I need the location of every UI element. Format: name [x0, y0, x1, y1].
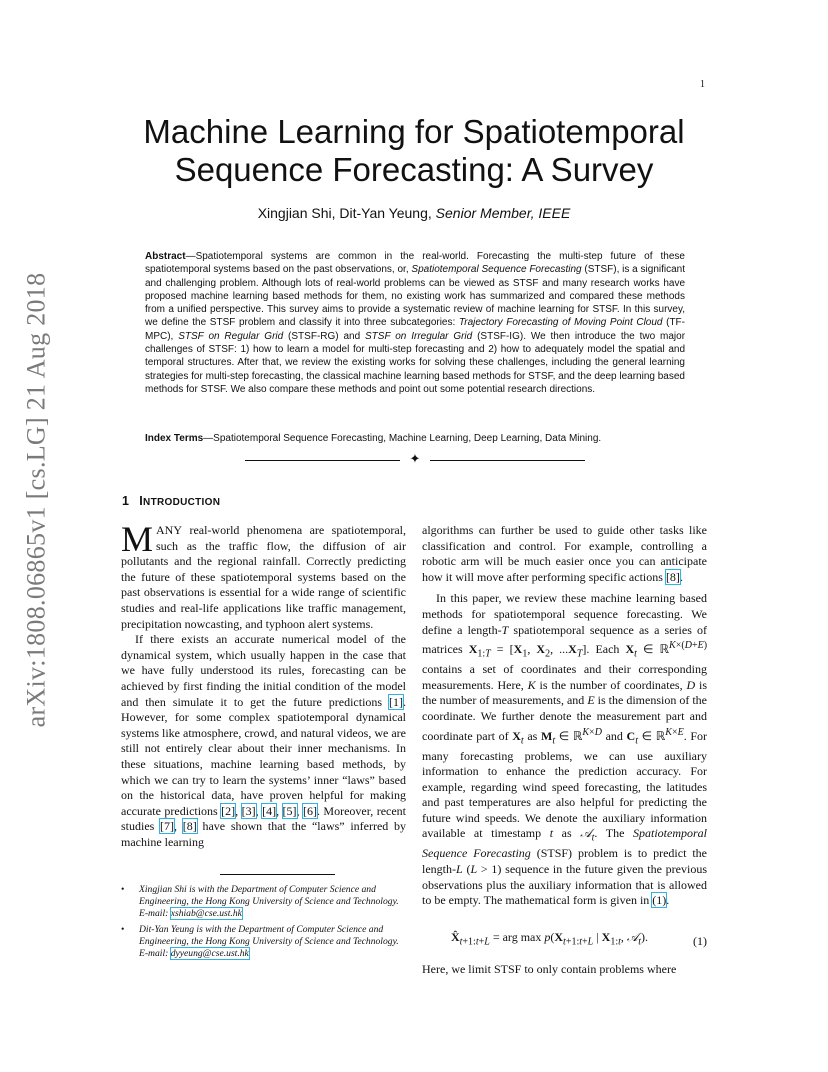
paragraph-text: . Each [586, 642, 626, 657]
paper-title: Machine Learning for Spatiotemporal Sequence Forecasting: A Survey [143, 113, 685, 188]
bullet-icon: • [121, 884, 125, 895]
math-At: 𝒜$_t$ [580, 826, 595, 844]
section-number: 1 [122, 494, 130, 508]
citation-link[interactable]: [6] [302, 803, 317, 818]
column-left [121, 519, 407, 850]
paragraph-text: is the number of coordinates, [535, 677, 687, 692]
math-t: t [549, 826, 554, 841]
math-D: D [686, 677, 696, 692]
paragraph-text: . The [594, 826, 633, 841]
arxiv-stamp-text: arXiv:1808.06865v1 [cs.LG] 21 Aug 2018 [21, 272, 51, 728]
abstract-text: (STSF-IG). We then introduce the two major challenges of STSF: 1) how to learn a model for multi-step forecasting and 2) how to adequately model the spatial and temporal structures. After that, we review the existing works for solving these challenges, including the general learning strategies for multi-step forecasting, the classical machine learning based methods for STSF, and the deep learning based methods for STSF. We also compare these methods and point out some potential research directions. [145, 330, 686, 395]
paragraph-text: If there exists an accurate numerical model of the dynamical system, which usually happen in the case that we have fully understood its rules, forecasting can be achieved by first finding the initial condition of the model and then simulate it to get the future predictions [121, 632, 406, 709]
paragraph-text: In this paper, we review these machine learning based methods for spatiotemporal sequence forecasting. We define a length- [422, 591, 707, 637]
section-title-rest: NTRODUCTION [143, 497, 221, 508]
math-Ct: $C_t$ ∈ ℝ$^{K\times E}$ [626, 726, 684, 746]
paragraph: Here, we limit STSF to only contain problems where [422, 962, 677, 976]
citation-link[interactable]: [8] [665, 569, 680, 584]
paragraph-text: have shown that the “laws” inferred by machine learning [121, 819, 407, 849]
citation-link[interactable]: [4] [262, 803, 277, 818]
abstract-emphasis: STSF on Irregular Grid [365, 330, 473, 342]
abstract-text: (STSF-RG) and [283, 330, 366, 342]
citation-link[interactable]: [3] [241, 803, 256, 818]
footnote-text: Xingjian Shi is with the Department of Computer Science and Engineering, the Hong Kong University of Science and Technology. E-mail: [139, 884, 399, 920]
index-terms-label: Index Terms [145, 433, 204, 444]
footnote-text: Dit-Yan Yeung is with the Department of Computer Science and Engineering, the Hong Kong University of Science and Technology. E-mail: [139, 923, 399, 960]
paragraph-text: algorithms can further be used to guide other tasks like classification and control. For example, controlling a robotic arm will be much easier once you can anticipate how it will move after performing specific actions [422, 523, 707, 584]
bullet-icon: • [121, 923, 125, 935]
paragraph-text: is the number of measurements, and [422, 677, 707, 708]
paragraph-text: (STSF) problem is to predict the length- [422, 846, 707, 877]
paragraph-text: as [523, 728, 541, 743]
paragraph-text: . However, for some complex spatiotemporal dynamical systems like atmosphere, crowd, and natural videos, we are still not entirely clear about their inner mechanisms. In these situations, machine learning based methods, by which we can try to learn the systems’ inner “laws” based on the historical data, have proven helpful for making accurate predictions [121, 694, 406, 818]
index-terms [145, 432, 685, 445]
drop-cap: M [121, 519, 154, 559]
arxiv-stamp [16, 272, 56, 728]
abstract-emphasis: STSF on Regular Grid [178, 330, 284, 342]
abstract-label: Abstract [145, 251, 186, 262]
author-line [100, 205, 728, 221]
abstract-text: (TF-MPC), [145, 317, 685, 342]
paragraph [422, 523, 707, 585]
paragraph-text: real-world phenomena are spatiotemporal, such as the traffic flow, the diffusion of air pollutants and the regional rainfall. Correctly predicting the future of these spatiotemporal systems based on the past observations is essential for a wide range of scientific studies and real-life applications like traffic management, precipitation nowcasting, and typhoon alert systems. [121, 523, 406, 631]
citation-link[interactable]: [2] [221, 803, 236, 818]
paragraph [121, 519, 406, 632]
citation-link[interactable]: [7] [160, 819, 175, 834]
section-title-initial: I [139, 494, 144, 508]
paragraph-text: sequence in the future given the previous observations plus the auxiliary information that is allowed to be empty. The mathematical form is given in [422, 862, 707, 908]
separator-line-left [245, 460, 400, 461]
paragraph: If there exists an accurate numerical model of the dynamical system, which usually happen in the case that we have fully understood its rules, forecasting can be achieved by first finding the initial condition of the model and then simulate it to get the future predictions [1]. However, for some complex spatiotemporal dynamical systems like atmosphere, crowd, and natural videos, we are still not entirely clear about their inner mechanisms. In these situations, machine learning based methods, by which we can try to learn the systems’ inner “laws” based on the historical data, have proven helpful for making accurate predictions [2], [3], [4], [5], [6]. Moreover, recent studies [7], [8] have shown that the “laws” inferred by machine learning [121, 632, 407, 849]
email-link[interactable]: dyyeung@cse.ust.hk [170, 948, 249, 960]
paragraph-text: as [553, 826, 581, 841]
abstract-emphasis: Spatiotemporal Sequence Forecasting [411, 264, 582, 276]
paragraph-text: is the dimension of the coordinate. We further denote the measurement part and coordinate part of [422, 693, 707, 743]
section-heading [122, 494, 220, 508]
citation-link[interactable]: [1] [389, 694, 403, 709]
page-number: 1 [700, 79, 705, 90]
math-Xt-space: $X_t$ ∈ ℝ$^{K\times(D+E)}$ [625, 640, 708, 660]
abstract [145, 250, 685, 396]
diamond-star-icon: ✦ [409, 452, 421, 467]
email-link[interactable]: xshiab@cse.ust.hk [170, 908, 242, 920]
paragraph-text: . Moreover, recent studies [121, 803, 407, 834]
paragraph: In this paper, we review these machine learning based methods for spatiotemporal sequence forecasting. We define a length-T spatiotemporal sequence as a series of matrices $X_{1:T} = [X_1$, $X_2$, $...X_T$]. Each $X_t$ ∈ ℝ$^{K\times(D+E)}$ contains a set of coordinates and their corresponding measurements. Here, K is the number of coordinates, D is the number of measurements, and E is the dimension of the coordinate. We further denote the measurement part and coordinate part of $X_t$ as $M_t$ ∈ ℝ$^{K\times D}$ and $C_t$ ∈ ℝ$^{K\times E}$. For many forecasting problems, we can use auxiliary information to enhance the prediction accuracy. For example, regarding wind speed forecasting, the latitudes and past temperatures are also helpful for predicting the future wind speeds. We denote the auxiliary information available at timestamp t as 𝒜$_t$. The Spatiotemporal Sequence Forecasting (STSF) problem is to predict the length-L (L > 1) sequence in the future given the previous observations plus the auxiliary information that is allowed to be empty. The mathematical form is given in (1). [422, 591, 708, 908]
index-terms-text: —Spatiotemporal Sequence Forecasting, Machine Learning, Deep Learning, Data Mining. [203, 433, 602, 444]
column-right [422, 523, 707, 909]
math-Xt: $X_t$ [512, 728, 524, 746]
footnote-rule [220, 874, 335, 875]
author-names: Xingjian Shi, Dit-Yan Yeung, [257, 205, 436, 221]
footnote [121, 884, 407, 921]
paragraph-text: . [679, 569, 683, 584]
footnote [121, 924, 407, 961]
equation-link[interactable]: (1) [652, 893, 667, 908]
separator-line-right [430, 460, 585, 461]
math-sequence: $X_{1:T} = [X_1$, $X_2$, $...X_T$] [468, 642, 587, 660]
math-E: E [587, 693, 595, 708]
abstract-text: (STSF), is a significant and challenging problem. Although lots of real-world problems can be viewed as STSF and many research works have proposed machine learning based methods for them, no existing work has summarized and compared these methods from a unified perspective. This survey aims to provide a systematic review of machine learning for STSF. In this survey, we define the STSF problem and classify it into three subcategories: [145, 264, 685, 329]
citation-link[interactable]: [5] [282, 803, 297, 818]
equation-number: (1) [693, 934, 707, 948]
equation-body: $X̂_{t+1:t+L}$ = arg $\max p(X_{t+1:t+L}$ | $X_{1:t}$, 𝒜$_t$). [450, 930, 649, 948]
paragraph-text: spatiotemporal sequence as a series of matrices [422, 622, 707, 657]
math-K: K [527, 677, 536, 692]
footnotes [121, 884, 407, 963]
citation-link[interactable]: [8] [182, 819, 197, 834]
emphasis-text: Spatiotemporal Sequence Forecasting [422, 826, 707, 861]
small-caps-lead: ANY [156, 523, 183, 537]
paragraph-text: and [601, 728, 627, 743]
math-Mt: $M_t$ ∈ ℝ$^{K\times D}$ [541, 726, 602, 746]
author-role: Senior Member, IEEE [435, 205, 571, 221]
math-L: L [456, 862, 463, 877]
abstract-text: —Spatiotemporal systems are common in the real-world. Forecasting the multi-step future of these spatiotemporal systems based on the past observations, or, [145, 251, 685, 276]
math-T: T [501, 622, 509, 637]
abstract-emphasis: Trajectory Forecasting of Moving Point Cloud [458, 317, 663, 329]
paragraph-text: contains a set of coordinates and their corresponding measurements. Here, [422, 662, 707, 692]
paragraph-text: . For many forecasting problems, we can use auxiliary information to enhance the prediction accuracy. For example, regarding wind speed forecasting, the latitudes and past temperatures are also helpful for predicting the future wind speeds. We denote the auxiliary information available at timestamp [422, 728, 708, 841]
equation-1 [422, 928, 707, 958]
paragraph-text: . [666, 893, 670, 908]
section-separator [245, 454, 585, 468]
